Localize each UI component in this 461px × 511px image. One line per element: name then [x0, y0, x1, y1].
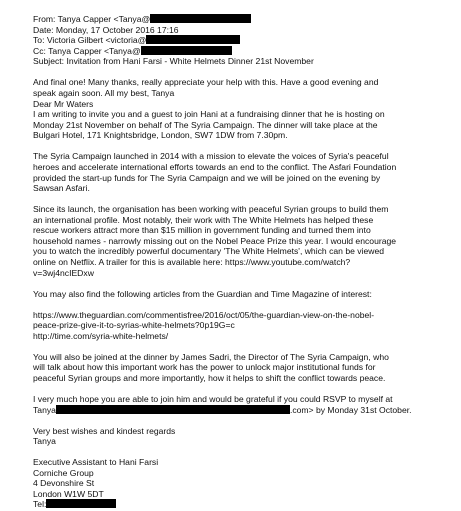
text-line: I am writing to invite you and a guest to join Hani at a fundraising dinner that he is hosting on	[33, 109, 385, 120]
link-line: https://www.theguardian.com/commentisfree/2016/oct/05/the-guardian-view-on-the-nobel-	[33, 309, 375, 320]
signature-line: Executive Assistant to Hani Farsi	[33, 457, 159, 468]
redaction-bar	[150, 14, 251, 23]
link-line: peace-prize-give-it-to-syrias-white-helmets?0p19G=c	[33, 320, 235, 331]
article-links-paragraph	[33, 310, 453, 342]
text-line: Sawsan Asfari.	[33, 183, 90, 194]
director-paragraph	[33, 352, 453, 384]
signature-line: 4 Devonshire St	[33, 478, 95, 489]
text-line: will talk about how this important work has the power to unlock major institutional funds for	[33, 362, 376, 373]
email-header	[33, 14, 453, 67]
intro-paragraph	[33, 77, 453, 141]
text-line: I very much hope you are able to join him and would be grateful if you could RSVP to myself at	[33, 393, 393, 404]
redaction-bar	[56, 405, 290, 414]
white-helmets-paragraph	[33, 204, 453, 278]
text-line: Very best wishes and kindest regards	[33, 425, 176, 436]
text-line: heroes and accelerate international efforts towards an end to the conflict. The Asfari Foundation	[33, 161, 397, 172]
text-line: provided the start-up funds for The Syria Campaign and we will be joined on the evening by	[33, 172, 381, 183]
text-line: speak again soon. All my best, Tanya	[33, 87, 175, 98]
tel-label: Tel:	[33, 499, 47, 510]
signature-block	[33, 457, 453, 510]
tel-line	[33, 499, 453, 510]
signature-line: London W1W 5DT	[33, 488, 104, 499]
text-line: household names - narrowly missing out on the Nobel Peace Prize this year. I would encourage	[33, 235, 397, 246]
to-line	[33, 35, 453, 46]
text-line: you to watch the incredibly powerful documentary 'The White Helmets', which can be viewed	[33, 246, 385, 257]
text-line: Bulgari Hotel, 171 Knightsbridge, London, SW7 1DW from 7.30pm.	[33, 130, 288, 141]
text-line: v=3wj4ncIEDxw	[33, 267, 94, 278]
text-line: peaceful Syrian groups and more importantly, how it helps to shift the conflict towards peace.	[33, 372, 386, 383]
redaction-bar	[141, 46, 232, 55]
from-text: From: Tanya Capper <Tanya@	[33, 14, 151, 24]
rsvp-suffix: .com> by Monday 31st October.	[289, 404, 412, 415]
text-line: The Syria Campaign launched in 2014 with a mission to elevate the voices of Syria's peaceful	[33, 151, 389, 162]
text-line: Tanya	[33, 436, 56, 447]
text-line: You may also find the following articles from the Guardian and Time Magazine of interest:	[33, 288, 372, 299]
email-document	[33, 14, 453, 510]
articles-intro-paragraph	[33, 289, 453, 300]
text-line: Monday 21st November on behalf of The Syria Campaign. The dinner will take place at the	[33, 119, 378, 130]
redaction-bar	[146, 35, 240, 44]
redaction-bar	[46, 499, 116, 508]
link-line: http://time.com/syria-white-helmets/	[33, 330, 169, 341]
to-text: To: Victoria Gilbert <victoria@	[33, 35, 147, 46]
rsvp-line	[33, 405, 453, 416]
text-line: an international profile. Most notably, their work with The White Helmets has helped these	[33, 214, 374, 225]
campaign-paragraph	[33, 151, 453, 193]
greeting: Dear Mr Waters	[33, 98, 94, 109]
text-line: And final one! Many thanks, really appreciate your help with this. Have a good evening and	[33, 77, 379, 88]
text-line: You will also be joined at the dinner by James Sadri, the Director of The Syria Campaign, who	[33, 351, 389, 362]
rsvp-prefix: Tanya	[33, 404, 56, 415]
from-line	[33, 14, 453, 25]
signoff	[33, 426, 453, 447]
rsvp-paragraph	[33, 394, 453, 415]
subject-line: Subject: Invitation from Hani Farsi - White Helmets Dinner 21st November	[33, 56, 314, 67]
signature-line: Corniche Group	[33, 467, 94, 478]
text-line: online on Netflix. A trailer for this is available here: https://www.youtube.com/watch?	[33, 257, 351, 268]
text-line: Since its launch, the organisation has been working with peaceful Syrian groups to build them	[33, 204, 389, 215]
cc-line	[33, 46, 453, 57]
text-line: rescue workers attract more than $15 million in government funding and turned them into	[33, 225, 371, 236]
cc-text: Cc: Tanya Capper <Tanya@	[33, 45, 141, 56]
date-line: Date: Monday, 17 October 2016 17:16	[33, 24, 179, 35]
